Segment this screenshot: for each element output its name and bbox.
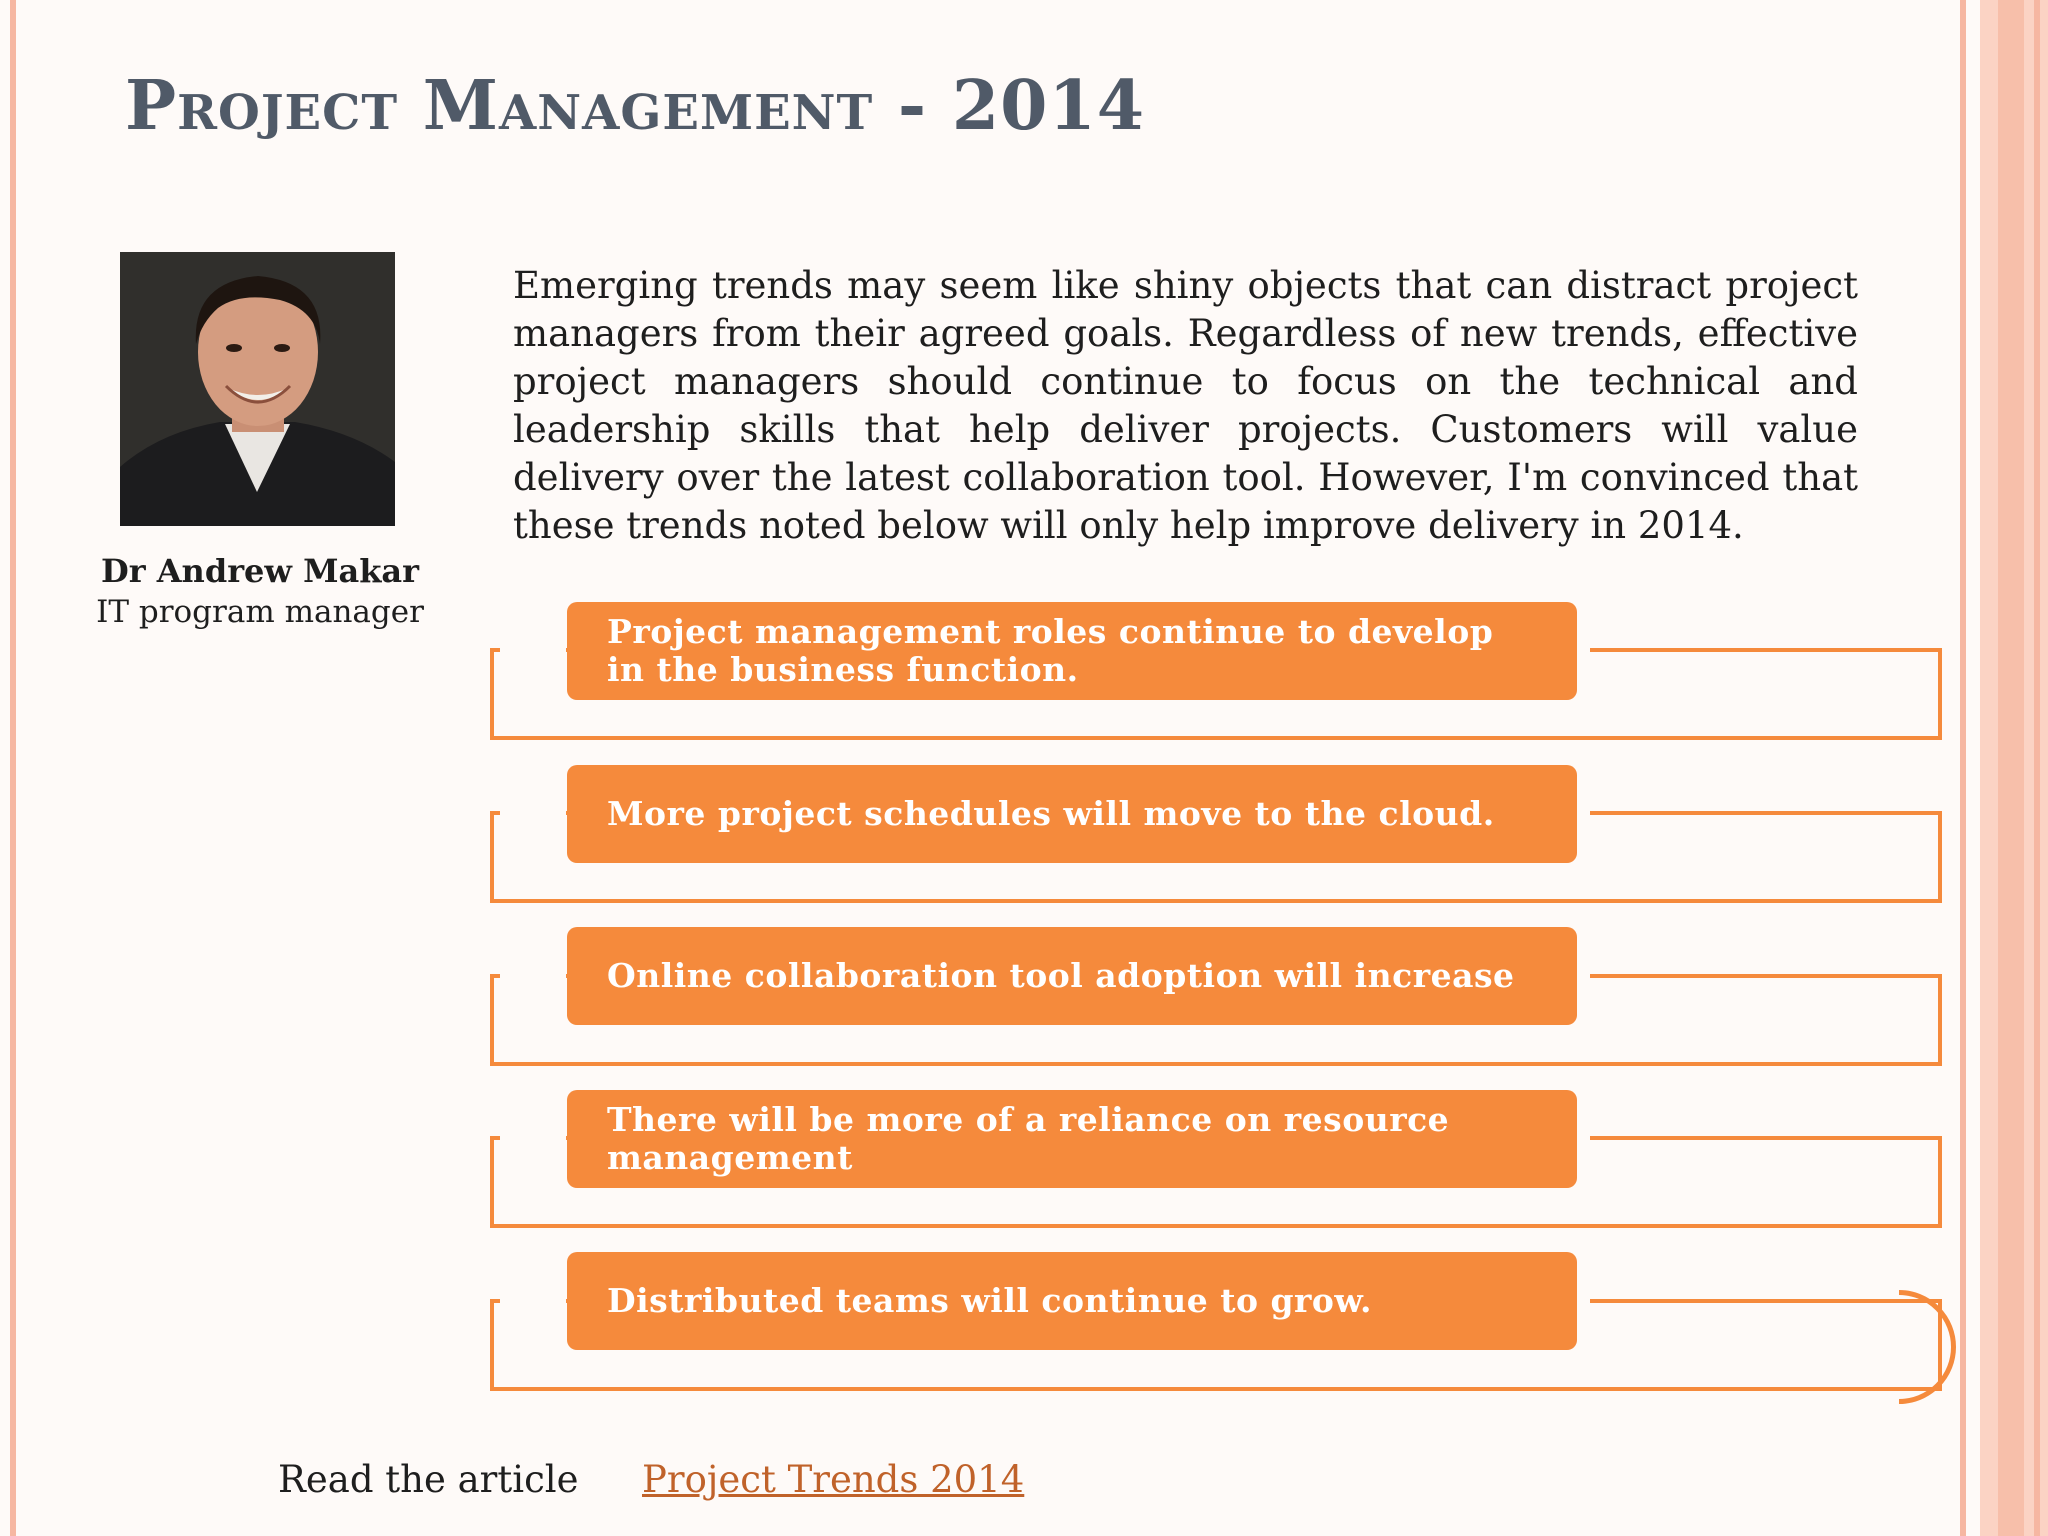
bracket-gap — [500, 1135, 566, 1141]
bracket-gap — [1576, 1135, 1590, 1141]
bracket-gap — [1576, 973, 1590, 979]
bracket-gap — [1576, 647, 1590, 653]
slide-border-left — [10, 0, 16, 1536]
trend-box: Project management roles continue to develop in the business function. — [567, 602, 1577, 700]
slide-border-right-stripe — [1998, 0, 2024, 1536]
bracket-gap — [500, 973, 566, 979]
slide-border-right — [1960, 0, 1966, 1536]
author-name: Dr Andrew Makar — [100, 552, 420, 590]
trend-box: More project schedules will move to the cloud. — [567, 765, 1577, 863]
trend-box: Online collaboration tool adoption will increase — [567, 927, 1577, 1025]
bracket-gap — [500, 810, 566, 816]
trend-box: There will be more of a reliance on resource management — [567, 1090, 1577, 1188]
author-photo — [120, 252, 395, 526]
bracket-gap — [1576, 1298, 1590, 1304]
slide-border-right-edge — [2034, 0, 2040, 1536]
trend-box: Distributed teams will continue to grow. — [567, 1252, 1577, 1350]
bracket-gap — [500, 1298, 566, 1304]
article-link[interactable]: Project Trends 2014 — [642, 1458, 1025, 1501]
author-role: IT program manager — [96, 594, 424, 630]
slide-title: Project Management - 2014 — [125, 66, 1146, 146]
read-article-label: Read the article — [278, 1458, 579, 1501]
bracket-gap — [500, 647, 566, 653]
intro-paragraph: Emerging trends may seem like shiny objects that can distract project managers from their agreed goals. Regardless of new trends, effective project managers should continue to focus on the technical and leadership skills that help deliver projects. Customers will value delivery over the latest collaboration tool. However, I'm convinced that these trends noted below will only help improve delivery in 2014. — [513, 264, 1858, 547]
bracket-gap — [1576, 810, 1590, 816]
